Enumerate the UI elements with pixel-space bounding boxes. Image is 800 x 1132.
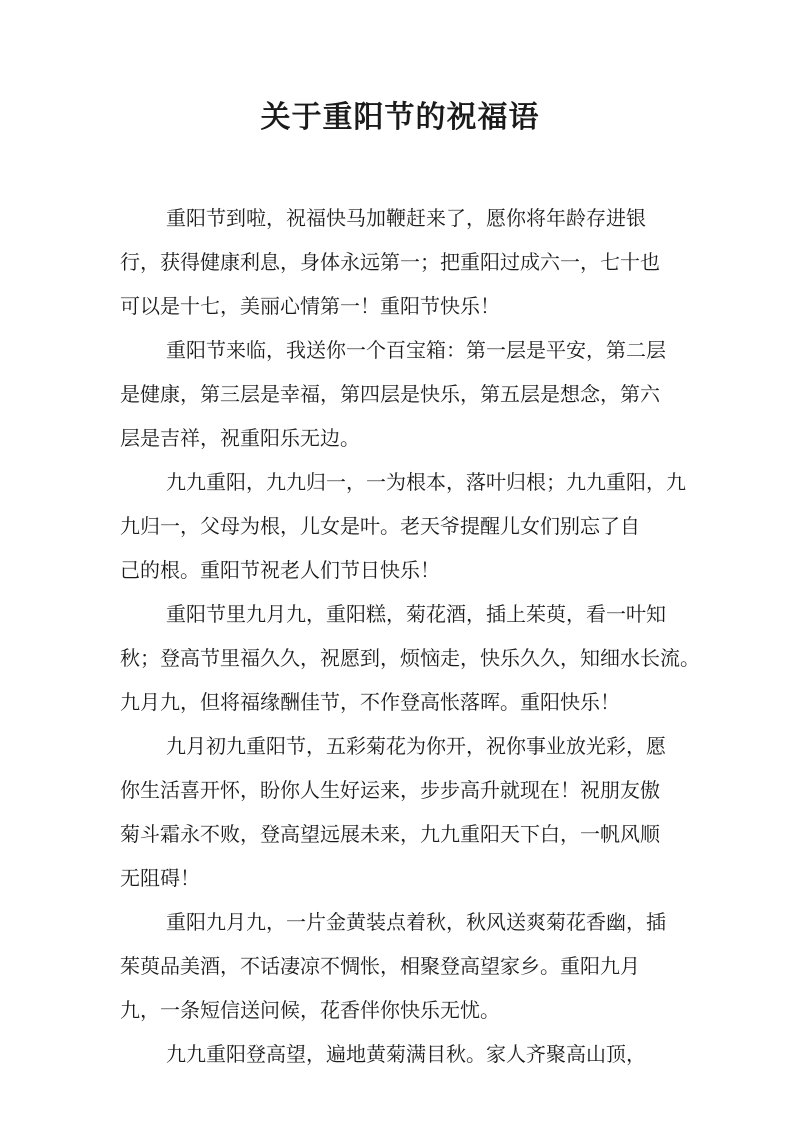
- paragraph-line: 行，获得健康利息，身体永远第一；把重阳过成六一，七十也: [120, 250, 660, 274]
- paragraph-line: 无阻碍！: [120, 866, 200, 890]
- paragraph-line: 重阳九月九，一片金黄装点着秋，秋风送爽菊花香幽，插: [166, 910, 666, 934]
- paragraph: [120, 724, 680, 900]
- paragraph: [120, 328, 680, 460]
- paragraph-line: 菊斗霜永不败，登高望远展未来，九九重阳天下白，一帆风顺: [120, 822, 660, 846]
- paragraph-line: 是健康，第三层是幸福，第四层是快乐，第五层是想念，第六: [120, 382, 660, 406]
- document-title: 关于重阳节的祝福语: [260, 100, 540, 135]
- paragraph: [120, 900, 680, 1032]
- paragraph: [120, 592, 700, 724]
- paragraph-line: 九，一条短信送问候，花香伴你快乐无忧。: [120, 998, 500, 1022]
- paragraph: [120, 1032, 680, 1076]
- paragraph-line: 秋；登高节里福久久，祝愿到，烦恼走，快乐久久，知细水长流。: [120, 646, 700, 670]
- paragraph-line: 九月初九重阳节，五彩菊花为你开，祝你事业放光彩，愿: [166, 734, 666, 758]
- paragraph-line: 重阳节来临，我送你一个百宝箱：第一层是平安，第二层: [166, 338, 666, 362]
- paragraph-line: 九月九，但将福缘酬佳节，不作登高怅落晖。重阳快乐！: [120, 690, 620, 714]
- document-body: [120, 196, 700, 1076]
- paragraph-line: 重阳节里九月九，重阳糕，菊花酒，插上茱萸，看一叶知: [166, 602, 666, 626]
- paragraph-line: 九九重阳登高望，遍地黄菊满目秋。家人齐聚高山顶，: [166, 1042, 646, 1066]
- paragraph: [120, 196, 680, 328]
- paragraph-line: 你生活喜开怀，盼你人生好运来，步步高升就现在！祝朋友傲: [120, 778, 660, 802]
- paragraph-line: 茱萸品美酒，不话凄凉不惆怅，相聚登高望家乡。重阳九月: [120, 954, 640, 978]
- paragraph-line: 可以是十七，美丽心情第一！重阳节快乐！: [120, 294, 500, 318]
- paragraph: [120, 460, 686, 592]
- paragraph-line: 层是吉祥，祝重阳乐无边。: [120, 426, 360, 450]
- paragraph-line: 九归一，父母为根，儿女是叶。老天爷提醒儿女们别忘了自: [120, 514, 640, 538]
- paragraph-line: 九九重阳，九九归一，一为根本，落叶归根；九九重阳，九: [166, 470, 686, 494]
- paragraph-line: 重阳节到啦，祝福快马加鞭赶来了，愿你将年龄存进银: [166, 206, 646, 230]
- paragraph-line: 己的根。重阳节祝老人们节日快乐！: [120, 558, 440, 582]
